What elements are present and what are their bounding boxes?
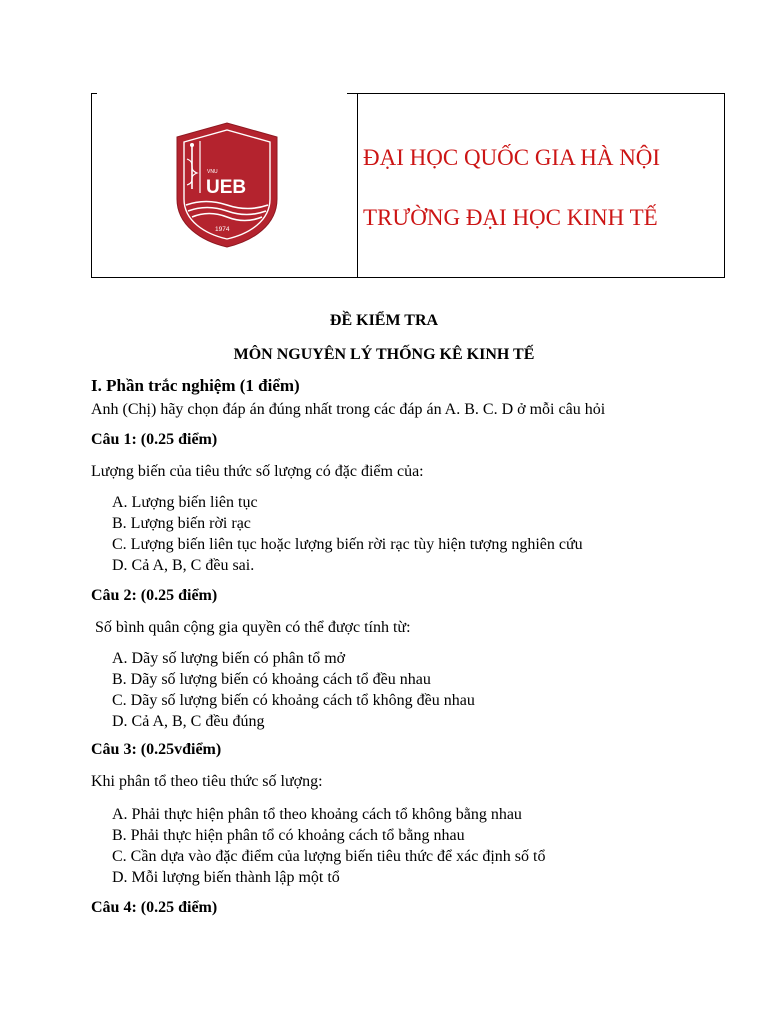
- header-box: [91, 93, 725, 278]
- option-c: C. Cần dựa vào đặc điểm của lượng biến tiêu thức để xác định số tổ: [112, 848, 546, 865]
- option-a: A. Dãy số lượng biến có phân tổ mở: [112, 650, 346, 667]
- question-4-heading: Câu 4: (0.25 điểm): [91, 899, 218, 916]
- option-b: B. Lượng biến rời rạc: [112, 515, 251, 532]
- question-1-options: [112, 492, 583, 576]
- header-top-border-right: [347, 93, 725, 94]
- svg-text:1974: 1974: [215, 226, 230, 233]
- option-d: D. Cả A, B, C đều sai.: [112, 557, 255, 574]
- header-top-border-left: [91, 93, 97, 94]
- header-divider: [357, 93, 358, 278]
- svg-text:VNU: VNU: [207, 169, 218, 175]
- option-d: D. Cả A, B, C đều đúng: [112, 713, 265, 730]
- question-1-heading: Câu 1: (0.25 điểm): [91, 431, 218, 448]
- question-2-text: Số bình quân cộng gia quyền có thể được tính từ:: [91, 619, 411, 636]
- question-2-heading: Câu 2: (0.25 điểm): [91, 587, 218, 604]
- section-heading: I. Phần trắc nghiệm (1 điểm): [91, 376, 300, 395]
- question-1-text: Lượng biến của tiêu thức số lượng có đặc điểm của:: [91, 463, 424, 480]
- header-right-border: [724, 93, 725, 278]
- svg-text:UEB: UEB: [206, 177, 247, 198]
- option-b: B. Dãy số lượng biến có khoảng cách tổ đều nhau: [112, 671, 431, 688]
- header-left-border: [91, 93, 92, 278]
- question-2-options: [112, 648, 475, 732]
- subject-title: MÔN NGUYÊN LÝ THỐNG KÊ KINH TẾ: [233, 346, 535, 363]
- option-a: A. Phải thực hiện phân tổ theo khoảng cách tổ không bằng nhau: [112, 806, 522, 823]
- question-3-heading: Câu 3: (0.25vđiểm): [91, 741, 222, 758]
- header-bottom-border: [91, 277, 725, 278]
- university-name: ĐẠI HỌC QUỐC GIA HÀ NỘI: [363, 145, 661, 170]
- question-3-options: [112, 804, 545, 888]
- option-c: C. Lượng biến liên tục hoặc lượng biến rời rạc tùy hiện tượng nghiên cứu: [112, 536, 583, 553]
- section-instruction: Anh (Chị) hãy chọn đáp án đúng nhất trong các đáp án A. B. C. D ở mỗi câu hỏi: [91, 401, 606, 418]
- option-b: B. Phải thực hiện phân tổ có khoảng cách tổ bằng nhau: [112, 827, 465, 844]
- school-name: TRƯỜNG ĐẠI HỌC KINH TẾ: [363, 205, 658, 230]
- ueb-shield-logo: [175, 121, 279, 249]
- question-3-text: Khi phân tổ theo tiêu thức số lượng:: [91, 773, 323, 790]
- exam-title: ĐỀ KIỂM TRA: [329, 312, 439, 329]
- option-a: A. Lượng biến liên tục: [112, 494, 258, 511]
- option-c: C. Dãy số lượng biến có khoảng cách tổ không đều nhau: [112, 692, 475, 709]
- option-d: D. Mỗi lượng biến thành lập một tổ: [112, 869, 340, 886]
